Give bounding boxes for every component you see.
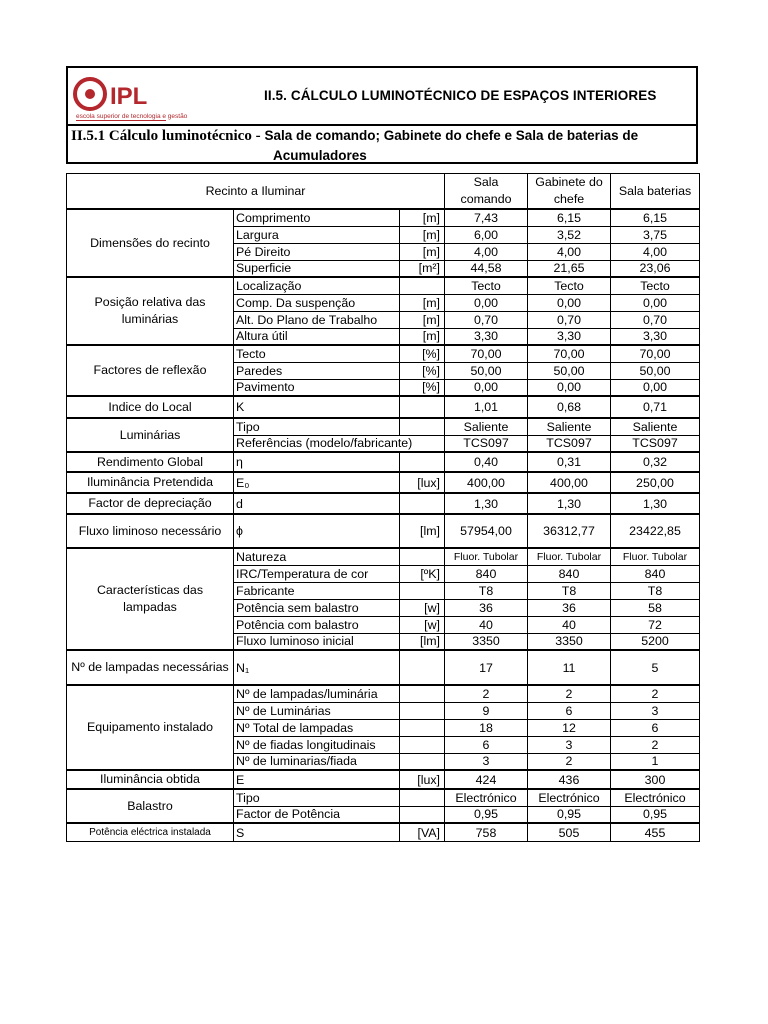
value: T8 bbox=[528, 582, 611, 599]
unit: [lm] bbox=[400, 514, 445, 548]
table-row bbox=[67, 452, 700, 472]
value: 57954,00 bbox=[445, 514, 528, 548]
value: TCS097 bbox=[611, 435, 700, 452]
unit bbox=[400, 548, 445, 565]
unit: [m] bbox=[400, 311, 445, 328]
value: 70,00 bbox=[528, 345, 611, 362]
value: 1,30 bbox=[528, 493, 611, 514]
value: 6 bbox=[528, 702, 611, 719]
value: 3,52 bbox=[528, 226, 611, 243]
value: 7,43 bbox=[445, 209, 528, 226]
value: 250,00 bbox=[611, 472, 700, 493]
subtitle-line2: Acumuladores bbox=[273, 148, 367, 163]
property: Potência sem balastro bbox=[234, 599, 400, 616]
value: 70,00 bbox=[611, 345, 700, 362]
value: 840 bbox=[528, 565, 611, 582]
group-label: Luminárias bbox=[67, 418, 234, 452]
value: 18 bbox=[445, 719, 528, 736]
property: Nº de lampadas/luminária bbox=[234, 685, 400, 702]
value: 3,30 bbox=[528, 328, 611, 345]
value: 23422,85 bbox=[611, 514, 700, 548]
unit: [w] bbox=[400, 616, 445, 633]
unit bbox=[400, 702, 445, 719]
value: 1,30 bbox=[445, 493, 528, 514]
property: Pavimento bbox=[234, 379, 400, 396]
value: 58 bbox=[611, 599, 700, 616]
group-label: Nº de lampadas necessárias bbox=[67, 650, 234, 685]
value: 44,58 bbox=[445, 260, 528, 277]
value: 455 bbox=[611, 823, 700, 842]
unit bbox=[400, 582, 445, 599]
value: 3350 bbox=[528, 633, 611, 650]
group-label: Iluminância Pretendida bbox=[67, 472, 234, 493]
property: Localização bbox=[234, 277, 400, 294]
table-row bbox=[67, 345, 700, 362]
unit: [m] bbox=[400, 328, 445, 345]
unit: [m] bbox=[400, 243, 445, 260]
table-row bbox=[67, 493, 700, 514]
value: 6 bbox=[445, 736, 528, 753]
value: 0,95 bbox=[611, 806, 700, 823]
value: 50,00 bbox=[528, 362, 611, 379]
unit: [lux] bbox=[400, 770, 445, 789]
table-row bbox=[67, 514, 700, 548]
value: Tecto bbox=[528, 277, 611, 294]
group-label: Factor de depreciação bbox=[67, 493, 234, 514]
header-col-sala-comando: Sala comando bbox=[445, 174, 528, 210]
property: Tipo bbox=[234, 418, 400, 435]
value: 4,00 bbox=[528, 243, 611, 260]
logo-text: IPL bbox=[110, 83, 148, 110]
value: 0,70 bbox=[528, 311, 611, 328]
table-header-row bbox=[67, 174, 700, 210]
value: 400,00 bbox=[445, 472, 528, 493]
group-label: Posição relativa das luminárias bbox=[67, 277, 234, 345]
value: Saliente bbox=[611, 418, 700, 435]
property: Referências (modelo/fabricante) bbox=[234, 435, 445, 452]
unit: [m] bbox=[400, 209, 445, 226]
unit: [ºK] bbox=[400, 565, 445, 582]
value: Fluor. Tubolar bbox=[445, 548, 528, 565]
value: 0,32 bbox=[611, 452, 700, 472]
property: Nº de fiadas longitudinais bbox=[234, 736, 400, 753]
value: T8 bbox=[611, 582, 700, 599]
value: 3,30 bbox=[611, 328, 700, 345]
value: Saliente bbox=[528, 418, 611, 435]
value: 50,00 bbox=[611, 362, 700, 379]
property: Pé Direito bbox=[234, 243, 400, 260]
unit bbox=[400, 685, 445, 702]
value: 0,95 bbox=[445, 806, 528, 823]
unit bbox=[400, 452, 445, 472]
property: E₀ bbox=[234, 472, 400, 493]
property: Fluxo luminoso inicial bbox=[234, 633, 400, 650]
value: 11 bbox=[528, 650, 611, 685]
property: IRC/Temperatura de cor bbox=[234, 565, 400, 582]
value: 6,15 bbox=[611, 209, 700, 226]
unit: [%] bbox=[400, 345, 445, 362]
value: 3 bbox=[445, 753, 528, 770]
value: 2 bbox=[445, 685, 528, 702]
value: 0,00 bbox=[611, 294, 700, 311]
value: 5 bbox=[611, 650, 700, 685]
table-row bbox=[67, 418, 700, 435]
value: 436 bbox=[528, 770, 611, 789]
value: Electrónico bbox=[445, 789, 528, 806]
value: 3350 bbox=[445, 633, 528, 650]
ipl-logo bbox=[72, 70, 242, 122]
group-label: Rendimento Global bbox=[67, 452, 234, 472]
group-label: Equipamento instalado bbox=[67, 685, 234, 770]
value: 6 bbox=[611, 719, 700, 736]
value: 400,00 bbox=[528, 472, 611, 493]
value: Fluor. Tubolar bbox=[528, 548, 611, 565]
value: 17 bbox=[445, 650, 528, 685]
subtitle-line1: Sala de comando; Gabinete do chefe e Sala de baterias de bbox=[264, 128, 639, 143]
value: Saliente bbox=[445, 418, 528, 435]
value: 0,00 bbox=[445, 294, 528, 311]
value: 3,30 bbox=[445, 328, 528, 345]
group-label: Balastro bbox=[67, 789, 234, 823]
value: 2 bbox=[528, 753, 611, 770]
unit bbox=[400, 493, 445, 514]
property: Comprimento bbox=[234, 209, 400, 226]
unit bbox=[400, 736, 445, 753]
value: 0,70 bbox=[611, 311, 700, 328]
unit bbox=[400, 753, 445, 770]
property: N₁ bbox=[234, 650, 400, 685]
unit: [lm] bbox=[400, 633, 445, 650]
unit bbox=[400, 396, 445, 418]
value: 424 bbox=[445, 770, 528, 789]
value: 1 bbox=[611, 753, 700, 770]
main-title: II.5. CÁLCULO LUMINOTÉCNICO DE ESPAÇOS INTERIORES bbox=[264, 88, 657, 103]
unit: [%] bbox=[400, 379, 445, 396]
property: Superficie bbox=[234, 260, 400, 277]
header-col-gabinete: Gabinete do chefe bbox=[528, 174, 611, 210]
value: 1,30 bbox=[611, 493, 700, 514]
property: Fabricante bbox=[234, 582, 400, 599]
luminotechnical-table bbox=[66, 173, 700, 842]
property: ϕ bbox=[234, 514, 400, 548]
table-row bbox=[67, 548, 700, 565]
unit: [VA] bbox=[400, 823, 445, 842]
value: 758 bbox=[445, 823, 528, 842]
table-row bbox=[67, 396, 700, 418]
group-label: Dimensões do recinto bbox=[67, 209, 234, 277]
property: Potência com balastro bbox=[234, 616, 400, 633]
value: 70,00 bbox=[445, 345, 528, 362]
group-label: Características das lampadas bbox=[67, 548, 234, 650]
unit bbox=[400, 650, 445, 685]
unit: [%] bbox=[400, 362, 445, 379]
value: 0,31 bbox=[528, 452, 611, 472]
value: 0,00 bbox=[528, 294, 611, 311]
unit: [m] bbox=[400, 294, 445, 311]
value: Tecto bbox=[445, 277, 528, 294]
property: Nº Total de lampadas bbox=[234, 719, 400, 736]
table-row bbox=[67, 650, 700, 685]
group-label: Potência eléctrica instalada bbox=[67, 823, 234, 842]
property: Nº de Luminárias bbox=[234, 702, 400, 719]
table-row bbox=[67, 209, 700, 226]
value: 2 bbox=[611, 736, 700, 753]
value: 40 bbox=[528, 616, 611, 633]
value: 840 bbox=[445, 565, 528, 582]
table-row bbox=[67, 770, 700, 789]
property: Tecto bbox=[234, 345, 400, 362]
unit: [m²] bbox=[400, 260, 445, 277]
value: 505 bbox=[528, 823, 611, 842]
table-row bbox=[67, 789, 700, 806]
property: S bbox=[234, 823, 400, 842]
property: Natureza bbox=[234, 548, 400, 565]
property: d bbox=[234, 493, 400, 514]
value: 5200 bbox=[611, 633, 700, 650]
value: 0,00 bbox=[611, 379, 700, 396]
value: 0,71 bbox=[611, 396, 700, 418]
group-label: Fluxo liminoso necessário bbox=[67, 514, 234, 548]
value: 0,00 bbox=[445, 379, 528, 396]
value: 50,00 bbox=[445, 362, 528, 379]
value: 6,00 bbox=[445, 226, 528, 243]
value: 6,15 bbox=[528, 209, 611, 226]
value: 3 bbox=[611, 702, 700, 719]
property: K bbox=[234, 396, 400, 418]
group-label: Factores de reflexão bbox=[67, 345, 234, 396]
value: TCS097 bbox=[528, 435, 611, 452]
table-row bbox=[67, 823, 700, 842]
value: TCS097 bbox=[445, 435, 528, 452]
unit: [lux] bbox=[400, 472, 445, 493]
header-col-sala-baterias: Sala baterias bbox=[611, 174, 700, 210]
header-title-bar bbox=[68, 68, 696, 126]
unit bbox=[400, 418, 445, 435]
value: 36312,77 bbox=[528, 514, 611, 548]
unit bbox=[400, 806, 445, 823]
value: 0,68 bbox=[528, 396, 611, 418]
table-row bbox=[67, 277, 700, 294]
property: Factor de Potência bbox=[234, 806, 400, 823]
table-row bbox=[67, 472, 700, 493]
unit: [w] bbox=[400, 599, 445, 616]
property: Largura bbox=[234, 226, 400, 243]
value: 3,75 bbox=[611, 226, 700, 243]
property: Alt. Do Plano de Trabalho bbox=[234, 311, 400, 328]
property: Tipo bbox=[234, 789, 400, 806]
value: 36 bbox=[445, 599, 528, 616]
value: Electrónico bbox=[528, 789, 611, 806]
header-label: Recinto a Iluminar bbox=[67, 174, 445, 210]
value: 3 bbox=[528, 736, 611, 753]
property: Altura útil bbox=[234, 328, 400, 345]
value: 21,65 bbox=[528, 260, 611, 277]
property: Nº de luminarias/fiada bbox=[234, 753, 400, 770]
property: Paredes bbox=[234, 362, 400, 379]
value: 36 bbox=[528, 599, 611, 616]
value: 23,06 bbox=[611, 260, 700, 277]
value: 1,01 bbox=[445, 396, 528, 418]
value: 0,00 bbox=[528, 379, 611, 396]
value: 0,95 bbox=[528, 806, 611, 823]
value: Tecto bbox=[611, 277, 700, 294]
unit bbox=[400, 277, 445, 294]
value: Electrónico bbox=[611, 789, 700, 806]
table-row bbox=[67, 685, 700, 702]
value: 0,70 bbox=[445, 311, 528, 328]
value: 4,00 bbox=[611, 243, 700, 260]
property: η bbox=[234, 452, 400, 472]
value: 0,40 bbox=[445, 452, 528, 472]
value: 72 bbox=[611, 616, 700, 633]
value: 40 bbox=[445, 616, 528, 633]
value: 12 bbox=[528, 719, 611, 736]
value: 2 bbox=[528, 685, 611, 702]
value: 2 bbox=[611, 685, 700, 702]
logo-subtext: escola superior de tecnologia e gestão bbox=[76, 113, 188, 120]
value: 300 bbox=[611, 770, 700, 789]
unit bbox=[400, 789, 445, 806]
unit: [m] bbox=[400, 226, 445, 243]
document-header bbox=[66, 66, 698, 164]
unit bbox=[400, 719, 445, 736]
value: T8 bbox=[445, 582, 528, 599]
value: 9 bbox=[445, 702, 528, 719]
value: 840 bbox=[611, 565, 700, 582]
property: E bbox=[234, 770, 400, 789]
value: Fluor. Tubolar bbox=[611, 548, 700, 565]
group-label: Indice do Local bbox=[67, 396, 234, 418]
subtitle-prefix: II.5.1 Cálculo luminotécnico - bbox=[71, 128, 261, 144]
property: Comp. Da suspenção bbox=[234, 294, 400, 311]
group-label: Iluminância obtida bbox=[67, 770, 234, 789]
value: 4,00 bbox=[445, 243, 528, 260]
